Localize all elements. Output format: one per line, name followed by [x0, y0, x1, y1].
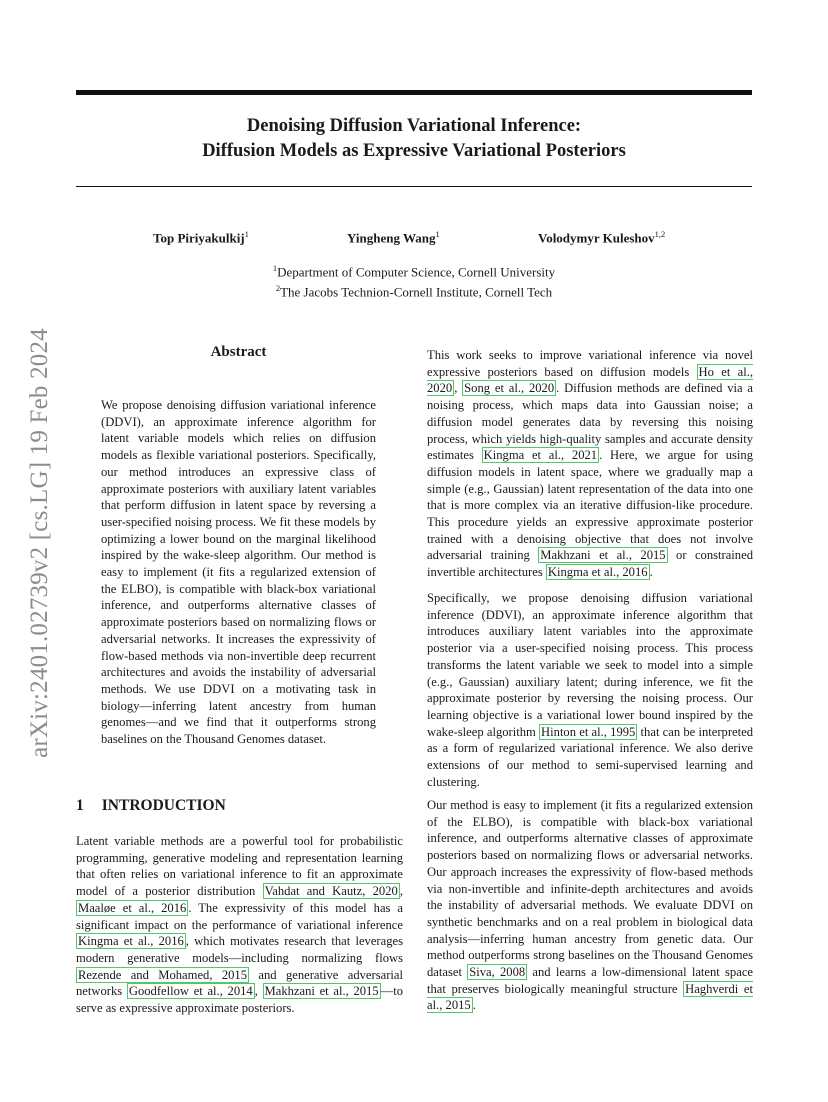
citation-link[interactable]: Siva, 2008: [469, 965, 526, 980]
intro-paragraph: [76, 833, 403, 1017]
abstract-heading: Abstract: [210, 344, 267, 360]
citation-link[interactable]: Kingma et al., 2016: [547, 565, 648, 580]
paragraph-text: ,: [399, 884, 403, 899]
citation-link[interactable]: Makhzani et al., 2015: [540, 548, 666, 563]
paragraph-text: Specifically, we propose denoising diffusion variational inference (DDVI), an approximate inference algorithm that introduces auxiliary latent variables into the approximate posterior via a user-specified noising process. This process transforms the latent variable we seek to model into a simple (e.g., Gaussian) auxiliary latent; during inference, we fit the approximate posterior by reversing the noising process. Our learning objective is a variational lower bound inspired by the wake-sleep algorithm: [427, 591, 753, 739]
author-affil-mark: 1: [244, 229, 249, 239]
citation-link[interactable]: Vahdat and Kautz, 2020: [264, 884, 398, 899]
citation-link[interactable]: Maaløe et al., 2016: [78, 900, 187, 915]
paragraph-text: that can be interpreted as a form of regularized variational inference. We also derive extensions of our method to semi-supervised learning and clustering.: [427, 724, 753, 789]
citation-link[interactable]: Kingma et al., 2021: [483, 448, 598, 463]
paragraph-text: . Diffusion methods are defined via a noising process, which maps data into Gaussian noise; a diffusion model generates data by reversing this noising process, which yields high-quality samples and accurate density estimates: [427, 381, 754, 463]
paragraph-text: —to serve as expressive approximate posteriors.: [76, 984, 403, 1016]
paper-title: [76, 114, 752, 164]
author-1: [153, 229, 249, 246]
paragraph-text: Latent variable methods are a powerful tool for probabilistic programming, generative modeling and representation learning that often relies on variational inference to fit an approximate model of a posterior distribution: [76, 834, 403, 899]
affiliation-2: [76, 280, 752, 300]
right-paragraph-2: [427, 590, 753, 790]
title-line-2: Diffusion Models as Expressive Variational Posteriors: [202, 141, 626, 161]
section-title: INTRODUCTION: [101, 797, 226, 814]
title-rule: [76, 186, 752, 187]
paragraph-text: and generative adversarial networks: [76, 967, 403, 999]
paragraph-text: .: [649, 565, 653, 580]
paragraph-text: This work seeks to improve variational inference via novel expressive posteriors based on diffusion models: [427, 348, 753, 379]
citation-link[interactable]: Makhzani et al., 2015: [264, 984, 379, 999]
affil-mark: 1: [272, 263, 278, 273]
section-number: 1: [76, 797, 84, 814]
paragraph-text: Our method is easy to implement (it fits a regularized extension of the ELBO), is compatible with black-box variational inference, and outperforms alternative classes of approximate posteriors based on normalizing flows or adversarial networks. Our approach increases the expressivity of flow-based methods via non-invertible and infinite-depth architectures and avoids the instability of adversarial methods. We evaluate DDVI on synthetic benchmarks and on a real problem in biological data analysis—inferring human ancestry from genetic data. Our method outperforms strong baselines on the Thousand Genomes dataset: [427, 798, 753, 980]
citation-link[interactable]: Hinton et al., 1995: [541, 724, 636, 739]
citation-link[interactable]: Rezende and Mohamed, 2015: [78, 967, 248, 982]
paragraph-text: . Here, we argue for using diffusion models in latent space, where we gradually map a simple (e.g., Gaussian) latent representation of the data into one that is more complex via an iterative diffusion-like procedure. This procedure yields an expressive approximate posterior trained with a denoising objective that does not involve adversarial training: [427, 448, 754, 563]
author-name: Top Piriyakulkij: [153, 230, 245, 246]
paragraph-text: .: [472, 998, 476, 1013]
author-affil-mark: 1: [435, 229, 440, 239]
top-rule: [76, 90, 752, 95]
arxiv-stamp: arXiv:2401.02739v2 [cs.LG] 19 Feb 2024: [26, 328, 53, 758]
citation-link[interactable]: Ho et al., 2020: [427, 364, 753, 396]
affiliations: [76, 260, 752, 301]
paragraph-text: and learns a low-dimensional latent space that preserves biologically meaningful structure: [427, 965, 753, 996]
author-name: Yingheng Wang: [347, 230, 436, 246]
paragraph-text: or constrained invertible architectures: [427, 548, 753, 580]
citation-link[interactable]: Song et al., 2020: [464, 381, 555, 396]
paragraph-text: , which motivates research that leverages modern generative models—including normalizing flows: [76, 934, 403, 965]
author-name: Volodymyr Kuleshov: [538, 230, 655, 246]
author-2: [347, 229, 440, 246]
citation-link[interactable]: Goodfellow et al., 2014: [128, 984, 253, 999]
affil-text: Department of Computer Science, Cornell University: [277, 264, 556, 280]
paragraph-text: . The expressivity of this model has a significant impact on the performance of variational inference: [76, 900, 403, 932]
affil-mark: 2: [275, 283, 281, 294]
right-paragraph-3: [427, 797, 753, 1014]
citation-link[interactable]: Haghverdi et al., 2015: [427, 981, 753, 1013]
author-3: [538, 229, 665, 246]
affil-text: The Jacobs Technion-Cornell Institute, Cornell Tech: [280, 284, 553, 300]
citation-link[interactable]: Kingma et al., 2016: [78, 934, 184, 949]
right-paragraph-1: [427, 347, 753, 581]
title-line-1: Denoising Diffusion Variational Inference:: [246, 116, 582, 136]
abstract-text: We propose denoising diffusion variational inference (DDVI), an approximate inference algorithm for latent variable models which relies on diffusion models as flexible variational posteriors. Specifically, our method introduces an expressive class of approximate posteriors with auxiliary latent variables that perform diffusion in latent space by reversing a user-specified noising process. We fit these models by optimizing a lower bound on the marginal likelihood inspired by the wake-sleep algorithm. Our method is easy to implement (it fits a regularized extension of the ELBO), is compatible with black-box variational inference, and outperforms alternative classes of approximate posteriors based on normalizing flows or adversarial networks. It increases the expressivity of flow-based methods via non-invertible deep recurrent architectures and avoids the instability of adversarial methods. We use DDVI on a motivating task in biology—inferring latent ancestry from human genomes—and we find that it outperforms strong baselines on the Thousand Genomes dataset.: [101, 398, 376, 747]
author-affil-mark: 1,2: [654, 229, 666, 239]
paragraph-text: ,: [254, 984, 263, 999]
paragraph-text: ,: [454, 381, 463, 396]
affiliation-1: [76, 260, 752, 280]
section-heading-introduction: [76, 797, 226, 815]
